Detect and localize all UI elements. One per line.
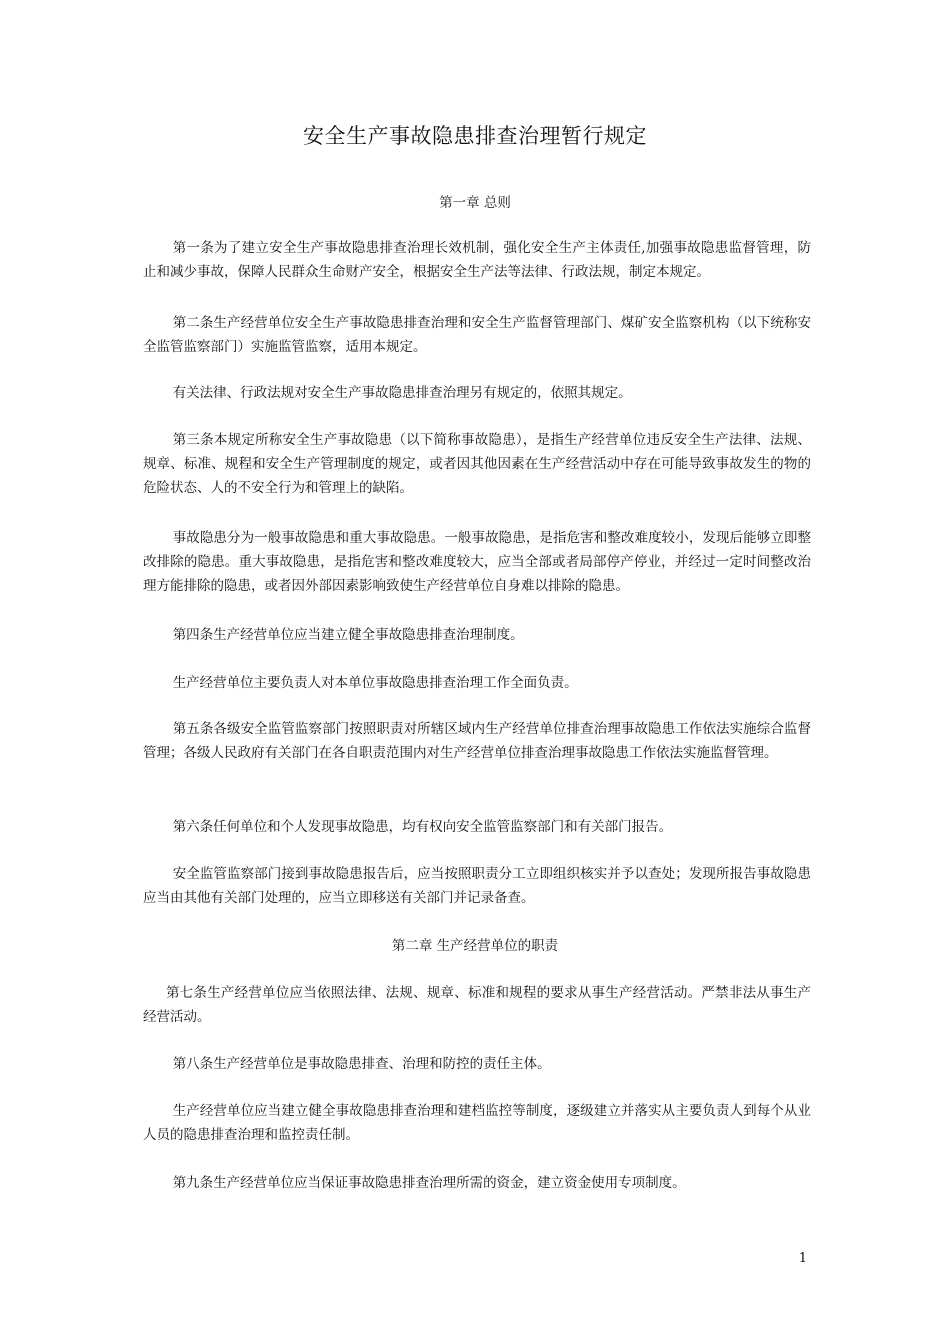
paragraph-article-4-responsibility: 生产经营单位主要负责人对本单位事故隐患排查治理工作全面负责。 — [172, 675, 578, 691]
chapter-heading-2: 第二章 生产经营单位的职责 — [391, 938, 559, 954]
paragraph-article-6: 第六条任何单位和个人发现事故隐患，均有权向安全监管监察部门和有关部门报告。 — [172, 819, 673, 835]
chapter-heading-1: 第一章 总则 — [439, 195, 511, 211]
paragraph-article-8: 第八条生产经营单位是事故隐患排查、治理和防控的责任主体。 — [172, 1056, 551, 1072]
page-number: 1 — [798, 1251, 807, 1266]
paragraph-article-8-system: 生产经营单位应当建立健全事故隐患排查治理和建档监控等制度，逐级建立并落实从主要负责人到每个从业人员的隐患排查治理和监控责任制。 — [143, 1103, 811, 1143]
paragraph-article-6-handling: 安全监管监察部门接到事故隐患报告后，应当按照职责分工立即组织核实并予以查处；发现所报告事故隐患应当由其他有关部门处理的，应当立即移送有关部门并记录备查。 — [143, 866, 811, 906]
paragraph-article-2: 第二条生产经营单位安全生产事故隐患排查治理和安全生产监督管理部门、煤矿安全监察机构（以下统称安全监管监察部门）实施监管监察，适用本规定。 — [143, 315, 811, 355]
paragraph-article-1: 第一条为了建立安全生产事故隐患排查治理长效机制，强化安全生产主体责任,加强事故隐患监督管理，防止和减少事故，保障人民群众生命财产安全，根据安全生产法等法律、行政法规，制定本规定。 — [143, 240, 811, 280]
paragraph-article-9: 第九条生产经营单位应当保证事故隐患排查治理所需的资金，建立资金使用专项制度。 — [172, 1175, 686, 1191]
paragraph-article-3: 第三条本规定所称安全生产事故隐患（以下简称事故隐患），是指生产经营单位违反安全生产法律、法规、规章、标准、规程和安全生产管理制度的规定，或者因其他因素在生产经营活动中存在可能导致事故发生的物的危险状态、人的不安全行为和管理上的缺陷。 — [143, 432, 811, 496]
paragraph-article-2-note: 有关法律、行政法规对安全生产事故隐患排查治理另有规定的，依照其规定。 — [172, 385, 632, 401]
paragraph-article-7: 第七条生产经营单位应当依照法律、法规、规章、标准和规程的要求从事生产经营活动。严禁非法从事生产经营活动。 — [143, 985, 811, 1025]
paragraph-article-5: 第五条各级安全监管监察部门按照职责对所辖区域内生产经营单位排查治理事故隐患工作依法实施综合监督管理；各级人民政府有关部门在各自职责范围内对生产经营单位排查治理事故隐患工作依法实施监督管理。 — [143, 721, 811, 761]
paragraph-article-3-classification: 事故隐患分为一般事故隐患和重大事故隐患。一般事故隐患，是指危害和整改难度较小，发现后能够立即整改排除的隐患。重大事故隐患，是指危害和整改难度较大，应当全部或者局部停产停业，并经过一定时间整改治理方能排除的隐患，或者因外部因素影响致使生产经营单位自身难以排除的隐患。 — [143, 530, 811, 594]
document-title: 安全生产事故隐患排查治理暂行规定 — [303, 124, 647, 148]
paragraph-article-4: 第四条生产经营单位应当建立健全事故隐患排查治理制度。 — [172, 627, 524, 643]
